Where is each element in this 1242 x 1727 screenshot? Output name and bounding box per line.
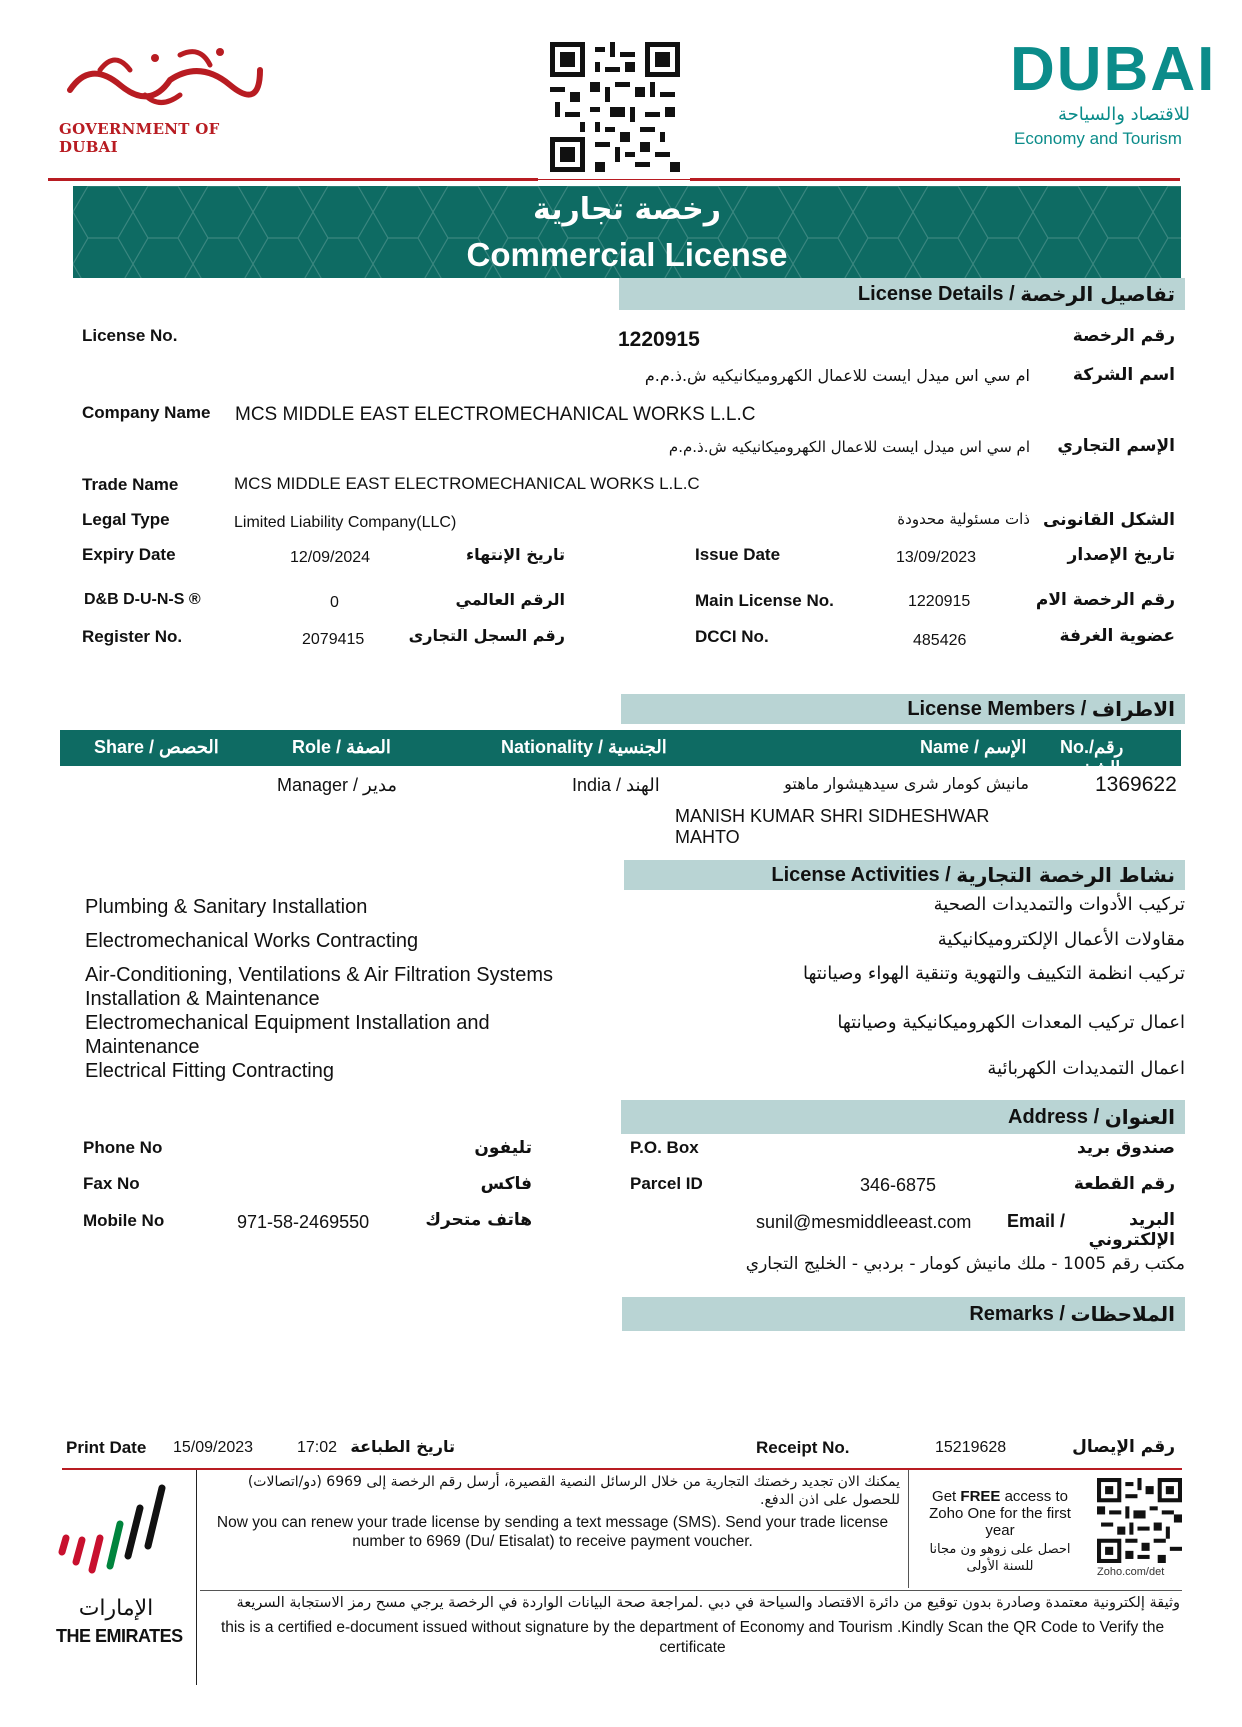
- activity-en: Electromechanical Equipment Installation and: [85, 1012, 490, 1034]
- license-members-heading-ar: الاطراف: [1091, 697, 1175, 721]
- gov-dubai-calligraphy-icon: [60, 40, 270, 115]
- footer-divider: [62, 1468, 1182, 1470]
- receipt-no-value: 15219628: [935, 1439, 1007, 1456]
- header-divider-center: [538, 179, 690, 180]
- member-name-en-line2: MAHTO: [675, 827, 740, 847]
- heading-separator: /: [1088, 1105, 1105, 1128]
- legal-type-label: Legal Type: [82, 510, 170, 529]
- title-arabic: رخصة تجارية: [533, 192, 721, 227]
- activity-en-line2: Installation & Maintenance: [85, 988, 320, 1010]
- license-details-heading: [619, 278, 1185, 310]
- the-emirates-logo: [56, 1480, 186, 1660]
- trade-name-label-ar: الإسم التجاري: [1057, 436, 1175, 456]
- certification-ar: وثيقة إلكترونية معتمدة وصادرة بدون توقيع من دائرة الاقتصاد والسياحة في دبي .لمراجعة صحة البيانات الواردة في الرخصة يرجي مسح رمز الاستجابة السريعة: [236, 1595, 1180, 1611]
- register-no-value: 2079415: [302, 631, 365, 648]
- print-time-value: 17:02: [297, 1439, 338, 1456]
- member-nationality: India / الهند: [572, 775, 660, 795]
- license-no-value: 1220915: [618, 328, 700, 351]
- col-no: No./رقم الشخص: [1060, 737, 1124, 778]
- legal-type-value: Limited Liability Company(LLC): [234, 514, 457, 531]
- fax-label: Fax No: [83, 1174, 140, 1193]
- main-license-label: Main License No.: [695, 591, 834, 610]
- company-name-label: Company Name: [82, 403, 211, 422]
- issue-date-label: Issue Date: [695, 545, 781, 564]
- sms-renewal-en: Now you can renew your trade license by sending a text message (SMS). Send your trade license number to 6969 (Du/ Etisalat) to receive payment voucher.: [216, 1514, 889, 1550]
- duns-value: 0: [330, 594, 339, 611]
- member-role: Manager / مدير: [277, 775, 398, 795]
- mobile-label-ar: هاتف متحرك: [425, 1210, 532, 1230]
- print-date-label: Print Date: [66, 1438, 147, 1457]
- footer-horizontal-line: [200, 1590, 1182, 1591]
- parcel-id-label: Parcel ID: [630, 1174, 703, 1193]
- email-label-ar: البريد الإلكتروني: [1088, 1210, 1175, 1250]
- expiry-date-label-ar: تاريخ الإنتهاء: [465, 545, 565, 564]
- duns-label: D&B D-U-N-S ®: [84, 591, 201, 608]
- emirates-flag-stripes-icon: [56, 1480, 181, 1590]
- license-no-label-ar: رقم الرخصة: [1072, 326, 1175, 346]
- legal-type-label-ar: الشكل القانونى: [1043, 510, 1175, 530]
- legal-type-ar: ذات مسئولية محدودة: [897, 510, 1030, 528]
- dubai-wordmark: DUBAI: [1010, 35, 1217, 104]
- address-heading-en: Address: [1008, 1105, 1089, 1128]
- trade-name-value: MCS MIDDLE EAST ELECTROMECHANICAL WORKS L.L.C: [234, 474, 700, 493]
- gov-english-name: GOVERNMENT OF DUBAI: [59, 120, 220, 156]
- receipt-no-label: Receipt No.: [756, 1438, 850, 1457]
- company-name-label-ar: اسم الشركة: [1072, 365, 1175, 385]
- activity-ar: مقاولات الأعمال الإلكتروميكانيكية: [937, 929, 1185, 950]
- expiry-date-value: 12/09/2024: [290, 549, 371, 566]
- activity-ar: تركيب الأدوات والتمديدات الصحية: [933, 894, 1185, 915]
- parcel-id-value: 346-6875: [860, 1175, 937, 1195]
- title-english: Commercial License: [466, 236, 788, 273]
- heading-separator: /: [1075, 697, 1092, 720]
- activity-en-line2: Maintenance: [85, 1036, 200, 1058]
- sms-renewal-ar: يمكنك الان تجديد رخصتك التجارية من خلال الرسائل النصية القصيرة، أرسل رقم الرخصة إلى 6969 (دو/اتصالات) للحصول على اذن الدفع.: [247, 1474, 900, 1508]
- print-date-value: 15/09/2023: [173, 1439, 254, 1456]
- company-name-ar: ام سي اس ميدل ايست للاعمال الكهروميكانيكيه ش.ذ.م.م: [644, 366, 1030, 385]
- duns-label-ar: الرقم العالمي: [455, 590, 565, 609]
- title-banner: [73, 186, 1181, 278]
- license-no-label: License No.: [82, 326, 178, 345]
- main-license-value: 1220915: [908, 593, 971, 610]
- license-members-heading: [621, 694, 1185, 724]
- certification-en: this is a certified e-document issued without signature by the department of Economy and Tourism .Kindly Scan the QR Code to Verify the certificate: [220, 1619, 1165, 1656]
- phone-label: Phone No: [83, 1138, 163, 1157]
- remarks-heading-en: Remarks: [969, 1302, 1054, 1325]
- col-share: Share / الحصص: [94, 737, 219, 757]
- zoho-qr-code[interactable]: [1097, 1478, 1182, 1563]
- activity-ar: اعمال تركيب المعدات الكهروميكانيكية وصيانتها: [837, 1012, 1185, 1033]
- mobile-value: 971-58-2469550: [237, 1212, 370, 1232]
- fax-label-ar: فاكس: [480, 1174, 532, 1194]
- zoho-box-divider: [908, 1470, 909, 1588]
- parcel-id-label-ar: رقم القطعة: [1073, 1174, 1175, 1194]
- zoho-url[interactable]: Zoho.com/det: [1097, 1566, 1165, 1578]
- qr-code-icon: [550, 42, 680, 172]
- zoho-offer-en-1: Get: [932, 1488, 961, 1505]
- mobile-label: Mobile No: [83, 1211, 165, 1230]
- license-details-heading-ar: تفاصيل الرخصة: [1020, 282, 1175, 306]
- license-members-heading-en: License Members: [907, 697, 1076, 720]
- col-nationality: Nationality / الجنسية: [501, 737, 667, 757]
- license-details-heading-en: License Details: [857, 282, 1004, 305]
- trade-name-ar: ام سي اس ميدل ايست للاعمال الكهروميكانيكيه ش.ذ.م.م: [668, 438, 1030, 456]
- heading-separator: /: [1003, 282, 1021, 305]
- phone-label-ar: تليفون: [474, 1138, 532, 1158]
- email-value[interactable]: sunil@mesmiddleeast.com: [756, 1212, 972, 1232]
- register-no-label-ar: رقم السجل التجارى: [408, 626, 565, 645]
- zoho-offer-free: FREE: [960, 1488, 1001, 1505]
- print-date-label-ar: تاريخ الطباعة: [350, 1437, 455, 1456]
- dept-english-name: Economy and Tourism: [1014, 129, 1182, 148]
- member-name-ar: مانيش كومار شرى سيدهيشوار ماهتو: [784, 774, 1029, 793]
- member-no: 1369622: [1095, 773, 1177, 796]
- remarks-heading: [622, 1297, 1185, 1331]
- zoho-offer-ar: احصل على زوهو ون مجانا للسنة الأولى: [929, 1542, 1071, 1574]
- register-no-label: Register No.: [82, 627, 183, 646]
- expiry-date-label: Expiry Date: [82, 545, 176, 564]
- email-label: Email /: [1007, 1211, 1066, 1231]
- dcci-no-label: DCCI No.: [695, 627, 769, 646]
- license-activities-heading-en: License Activities: [771, 863, 940, 886]
- company-name-value: MCS MIDDLE EAST ELECTROMECHANICAL WORKS L.L.C: [235, 404, 756, 425]
- activity-ar: تركيب انظمة التكييف والتهوية وتنقية الهواء وصيانتها: [803, 963, 1185, 984]
- full-address-ar: مكتب رقم 1005 - ملك مانيش كومار - بردبي - الخليج التجاري: [745, 1254, 1185, 1274]
- verification-qr-code[interactable]: [550, 42, 680, 172]
- address-heading-ar: العنوان: [1104, 1105, 1175, 1129]
- heading-separator: /: [1053, 1302, 1071, 1325]
- pobox-label: P.O. Box: [630, 1138, 699, 1157]
- col-name: Name / الإسم: [920, 737, 1027, 757]
- dubai-economy-tourism-logo: [1010, 35, 1217, 153]
- gov-dubai-logo: [55, 40, 275, 156]
- license-activities-heading: [624, 860, 1185, 890]
- header-divider-left: [48, 178, 538, 181]
- emirates-english: THE EMIRATES: [56, 1626, 183, 1646]
- zoho-offer-en-2: access to Zoho One for the first year: [929, 1488, 1071, 1539]
- emirates-arabic: الإمارات: [78, 1596, 154, 1621]
- members-table-header: [60, 730, 1181, 778]
- issue-date-label-ar: تاريخ الإصدار: [1067, 545, 1175, 565]
- activity-en: Plumbing & Sanitary Installation: [85, 896, 368, 918]
- activity-en: Electrical Fitting Contracting: [85, 1060, 334, 1082]
- dcci-no-label-ar: عضوية الغرفة: [1059, 626, 1175, 646]
- member-name-en-line1: MANISH KUMAR SHRI SIDHESHWAR: [675, 806, 990, 826]
- address-heading: [621, 1100, 1185, 1134]
- pobox-label-ar: صندوق بريد: [1076, 1138, 1175, 1158]
- footer-vertical-line: [196, 1470, 197, 1685]
- activity-ar: اعمال التمديدات الكهربائية: [987, 1058, 1185, 1079]
- dcci-no-value: 485426: [913, 632, 967, 649]
- activity-en: Air-Conditioning, Ventilations & Air Filtration Systems: [85, 964, 553, 986]
- zoho-offer[interactable]: [915, 1488, 1085, 1575]
- remarks-heading-ar: الملاحظات: [1070, 1302, 1175, 1326]
- license-activities-heading-ar: نشاط الرخصة التجارية: [956, 863, 1175, 887]
- header-divider-right: [690, 178, 1180, 181]
- activity-en: Electromechanical Works Contracting: [85, 930, 419, 952]
- trade-name-label: Trade Name: [82, 475, 179, 494]
- qr-code-icon: [1097, 1478, 1182, 1563]
- heading-separator: /: [939, 863, 957, 886]
- issue-date-value: 13/09/2023: [896, 549, 977, 566]
- main-license-label-ar: رقم الرخصة الام: [1035, 590, 1175, 610]
- col-role: Role / الصفة: [292, 737, 391, 757]
- receipt-no-label-ar: رقم الإيصال: [1072, 1437, 1175, 1457]
- dept-arabic-name: للاقتصاد والسياحة: [1057, 104, 1190, 125]
- gov-arabic-name: [55, 58, 56, 59]
